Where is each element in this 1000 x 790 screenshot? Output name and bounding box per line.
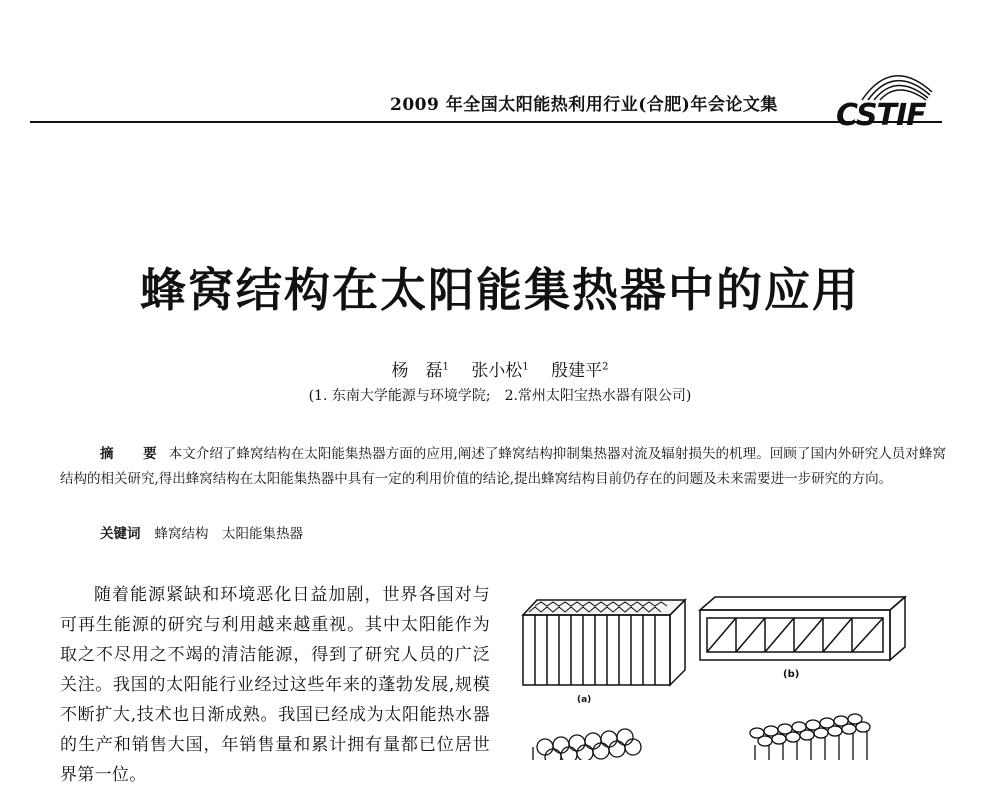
honeycomb-figure (515, 575, 935, 760)
figure-d-hex-cells (750, 714, 870, 760)
figure-c-tube-stack (533, 729, 641, 760)
cstif-logo (832, 62, 952, 132)
running-header: 2009 年全国太阳能热利用行业(合肥)年会论文集 (390, 95, 778, 115)
paper-title: 蜂窝结构在太阳能集热器中的应用 (140, 263, 860, 317)
figure-a-label: (a) (577, 695, 592, 705)
keywords-label: 关键词 (100, 526, 141, 542)
honeycomb-structures-illustration (515, 575, 935, 760)
author-affil-mark: 2 (602, 361, 609, 373)
logo-text: CSTIF (836, 98, 926, 133)
author-list (0, 356, 1000, 381)
abstract-label: 摘 要 (100, 446, 165, 462)
affiliation: (1. 东南大学能源与环境学院; 2.常州太阳宝热水器有限公司) (308, 388, 692, 404)
abstract-text: 本文介绍了蜂窝结构在太阳能集热器方面的应用,阐述了蜂窝结构抑制集热器对流及辐射损失的机理。回顾了国内外研究人员对蜂窝结构的相关研究,得出蜂窝结构在太阳能集热器中具有一定的利用价值的结论,提出蜂窝结构目前仍存在的问题及未来需要进一步研究的方向。 (60, 446, 946, 487)
author-name: 张小松 (471, 361, 523, 381)
author-affil-mark: 1 (442, 361, 449, 373)
author-name: 杨 磊 (391, 361, 443, 381)
figure-b-label: (b) (783, 669, 800, 680)
keywords-text: 蜂窝结构 太阳能集热器 (154, 526, 303, 542)
body-paragraph: 随着能源紧缺和环境恶化日益加剧，世界各国对与可再生能源的研究与利用越来越重视。其中太阳能作为取之不尽用之不竭的清洁能源，得到了研究人员的广泛关注。我国的太阳能行业经过这些年来的蓬勃发展,规模不断扩大,技术也日渐成熟。我国已经成为太阳能热水器的生产和销售大国，年销售量和累计拥有量都已位居世界第一位。 (60, 585, 490, 785)
keywords (100, 522, 303, 542)
author-affil-mark: 1 (522, 361, 529, 373)
abstract (60, 442, 946, 492)
logo-arcs-icon (832, 62, 952, 102)
author-name: 殷建平 (551, 361, 603, 381)
header-rule (30, 121, 942, 123)
figure-a-slat-block (523, 600, 685, 685)
figure-b-channel-block (700, 597, 905, 660)
